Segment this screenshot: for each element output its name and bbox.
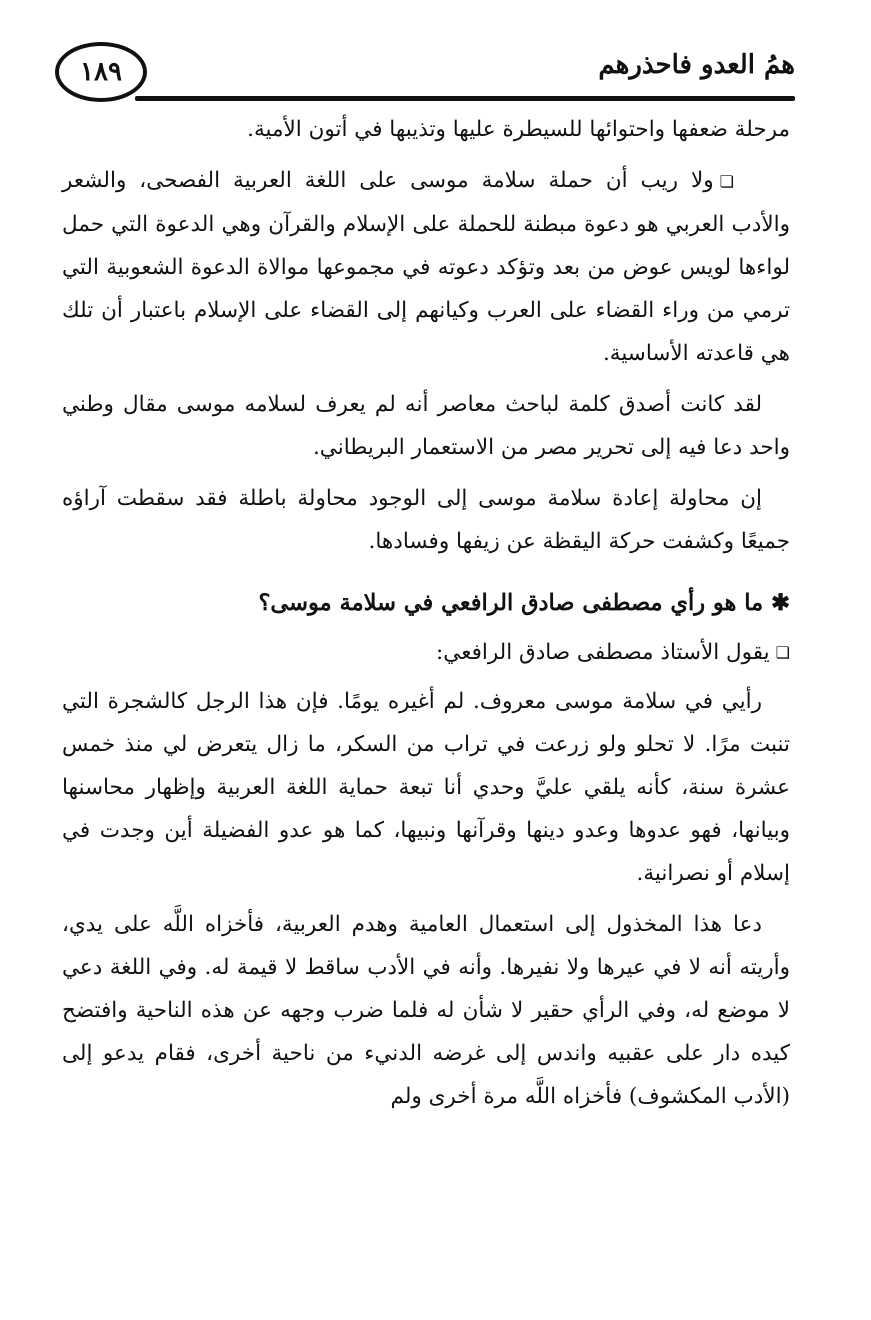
section-heading xyxy=(62,581,790,625)
paragraph-5: رأيي في سلامة موسى معروف. لم أغيره يومًا. فإن هذا الرجل كالشجرة التي تنبت مرًا. لا تحلو ولو زرعت في تراب من السكر، ما زال يتعرض لي منذ خمس عشرة سنة، كأنه يلقي عليَّ وحدي أنا تبعة حماية اللغة العربية وإظهار محاسنها وبيانها، فهو عدوها وعدو دينها وقرآنها ونبيها، كما هو عدو الفضيلة أين وجدت في إسلام أو نصرانية. xyxy=(62,689,790,886)
paragraph-3: لقد كانت أصدق كلمة لباحث معاصر أنه لم يعرف لسلامه موسى مقال وطني واحد دعا فيه إلى تحرير مصر من الاستعمار البريطاني. xyxy=(62,391,790,460)
quote-lead-text: يقول الأستاذ مصطفى صادق الرافعي: xyxy=(436,639,770,665)
page-body xyxy=(62,108,790,1118)
page-number-badge xyxy=(55,42,147,102)
header-rule xyxy=(135,96,795,101)
box-bullet-icon: ❏ xyxy=(719,171,734,191)
section-heading-text: ما هو رأي مصطفى صادق الرافعي في سلامة موسى؟ xyxy=(258,589,764,616)
paragraph-6: دعا هذا المخذول إلى استعمال العامية وهدم العربية، فأخزاه اللَّه على يدي، وأريته أنه لا في عيرها ولا نفيرها. وأنه في الأدب ساقط لا قيمة له. وفي اللغة دعي لا موضع له، وفي الرأي حقير لا شأن له فلما ضرب وجهه عن هذه الناحية وافتضح كيده دار على عقبيه واندس إلى غرضه الدنيء من ناحية أخرى، فقام يدعو إلى (الأدب المكشوف) فأخزاه اللَّه مرة أخرى ولم xyxy=(62,912,790,1109)
running-title: همُ العدو فاحذرهم xyxy=(598,50,795,80)
quote-lead xyxy=(62,631,790,675)
paragraph-2-text: ولا ريب أن حملة سلامة موسى على اللغة العربية الفصحى، والشعر والأدب العربي هو دعوة مبطنة للحملة على الإسلام والقرآن وهي الدعوة التي حمل لواءها لويس عوض من بعد وتؤكد دعوته في مجموعها موالاة الدعوة الشعوبية التي ترمي من وراء القضاء على العرب وكيانهم إلى القضاء على الإسلام باعتبار أن تلك هي قاعدته الأساسية. xyxy=(62,168,790,366)
box-bullet-icon: ❏ xyxy=(775,643,790,662)
page-header xyxy=(55,42,795,104)
page-number: ١٨٩ xyxy=(80,57,122,87)
paragraph-1: مرحلة ضعفها واحتوائها للسيطرة عليها وتذيبها في أتون الأمية. xyxy=(247,117,790,142)
star-icon: ✱ xyxy=(771,589,790,616)
paragraph-4: إن محاولة إعادة سلامة موسى إلى الوجود محاولة باطلة فقد سقطت آراؤه جميعًا وكشفت حركة اليقظة عن زيفها وفسادها. xyxy=(62,485,790,554)
paragraph-2 xyxy=(62,159,790,375)
